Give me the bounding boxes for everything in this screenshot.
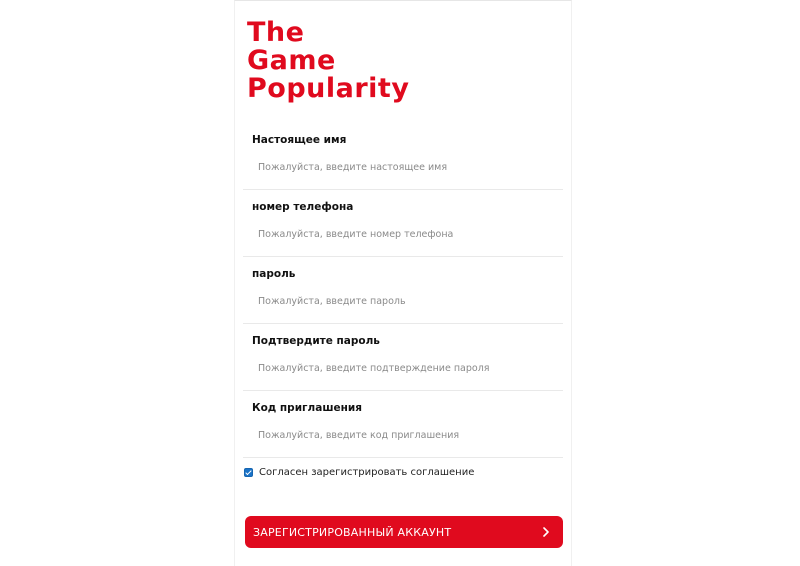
real-name-input[interactable] <box>252 157 558 177</box>
invite-code-field <box>243 391 563 458</box>
phone-field <box>243 190 563 257</box>
registration-card <box>234 0 572 566</box>
register-account-button[interactable] <box>245 516 563 548</box>
brand-logo <box>247 19 409 103</box>
agreement-checkbox[interactable] <box>244 468 253 477</box>
invite-code-label: Код приглашения <box>252 402 362 414</box>
agreement-label[interactable]: Согласен зарегистрировать соглашение <box>259 467 475 478</box>
logo-line-1: The <box>247 17 305 48</box>
agreement-row <box>244 467 474 478</box>
phone-input[interactable] <box>252 224 558 244</box>
phone-label: номер телефона <box>252 201 354 213</box>
confirm-password-field <box>243 324 563 391</box>
confirm-password-input[interactable] <box>252 358 558 378</box>
logo-line-3: Popularity <box>247 73 410 104</box>
password-input[interactable] <box>252 291 558 311</box>
password-field <box>243 257 563 324</box>
real-name-field <box>243 123 563 190</box>
chevron-right-icon <box>541 527 551 537</box>
confirm-password-label: Подтвердите пароль <box>252 335 380 347</box>
invite-code-input[interactable] <box>252 425 558 445</box>
real-name-label: Настоящее имя <box>252 134 347 146</box>
password-label: пароль <box>252 268 296 280</box>
register-button-label: ЗАРЕГИСТРИРОВАННЫЙ АККАУНТ <box>253 525 452 539</box>
logo-line-2: Game <box>247 45 336 76</box>
registration-form <box>243 123 563 458</box>
